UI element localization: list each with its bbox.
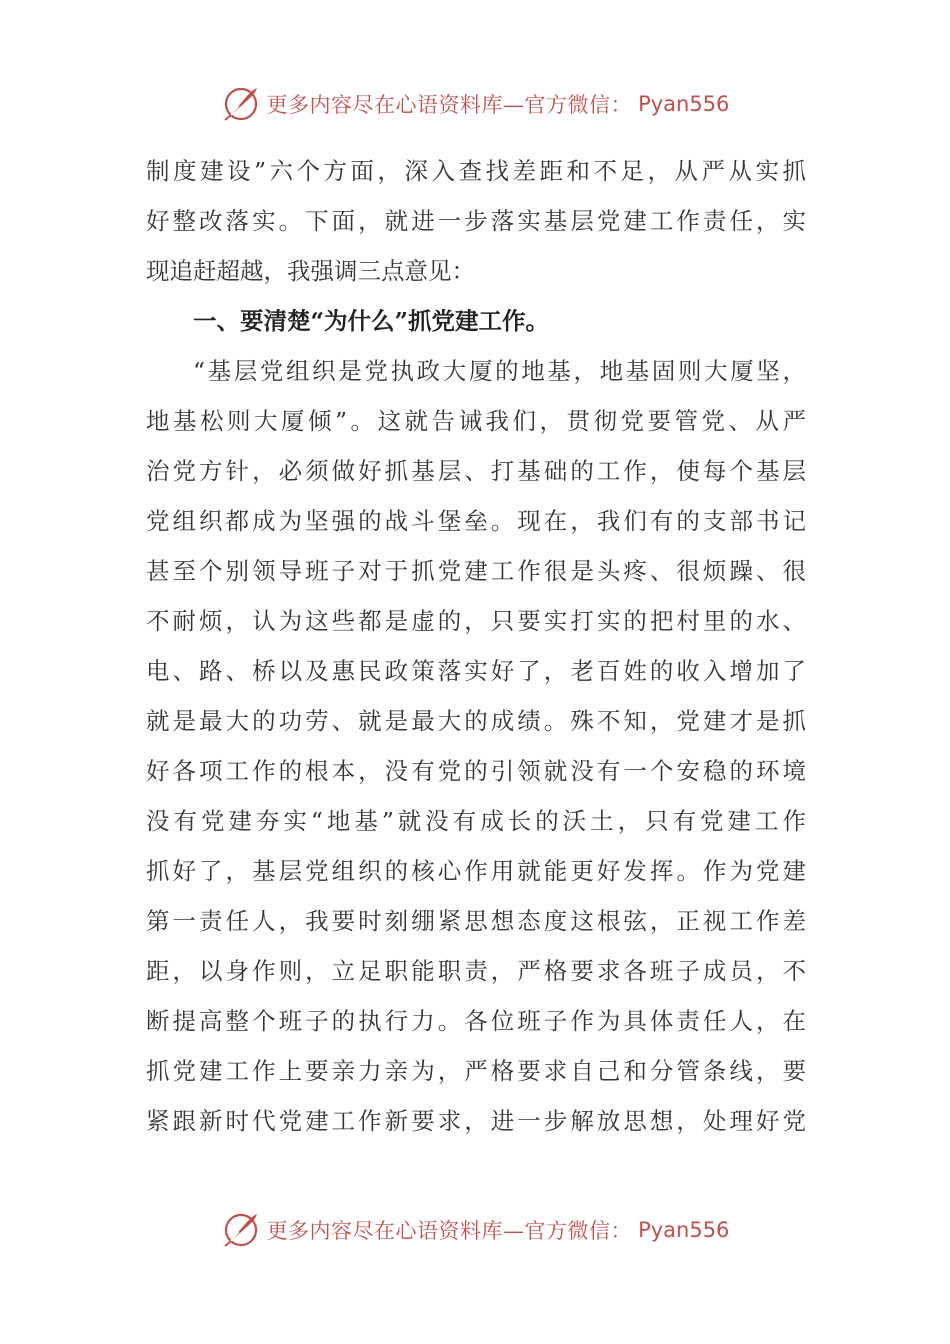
paragraph-line: 甚至个别领导班子对于抓党建工作很是头疼、很烦躁、很 (146, 557, 806, 585)
paragraph-line: 抓党建工作上要亲力亲为，严格要求自己和分管条线，要 (146, 1057, 806, 1085)
banner-text: 更多内容尽在心语资料库—官方微信： (266, 93, 633, 117)
paragraph-line: 地基松则大厦倾”。这就告诫我们，贯彻党要管党、从严 (146, 407, 806, 435)
header-banner (0, 84, 950, 124)
paragraph-line: 没有党建夯实“地基”就没有成长的沃土，只有党建工作 (146, 807, 806, 835)
quill-pen-logo-icon (221, 84, 261, 124)
paragraph-line: 抓好了，基层党组织的核心作用就能更好发挥。作为党建 (146, 857, 806, 885)
footer-banner (0, 1210, 950, 1250)
paragraph-line: 好各项工作的根本，没有党的引领就没有一个安稳的环境 (146, 757, 806, 785)
paragraph-line: 治党方针，必须做好抓基层、打基础的工作，使每个基层 (146, 457, 806, 485)
wechat-id: Pyan556 (638, 92, 730, 116)
wechat-id: Pyan556 (638, 1218, 730, 1242)
paragraph-line: “基层党组织是党执政大厦的地基，地基固则大厦坚， (193, 357, 806, 385)
section-heading: 一、要清楚“为什么”抓党建工作。 (193, 307, 550, 335)
paragraph-line: 电、路、桥以及惠民政策落实好了，老百姓的收入增加了 (146, 657, 806, 685)
document-body (146, 146, 806, 1146)
paragraph-line: 不耐烦，认为这些都是虚的，只要实打实的把村里的水、 (146, 607, 806, 635)
paragraph-line: 断提高整个班子的执行力。各位班子作为具体责任人，在 (146, 1007, 806, 1035)
body-line: 好整改落实。下面，就进一步落实基层党建工作责任，实 (146, 207, 806, 235)
paragraph-line: 党组织都成为坚强的战斗堡垒。现在，我们有的支部书记 (146, 507, 806, 535)
body-line: 现追赶超越，我强调三点意见： (146, 257, 475, 285)
banner-text: 更多内容尽在心语资料库—官方微信： (266, 1219, 633, 1243)
paragraph-line: 就是最大的功劳、就是最大的成绩。殊不知，党建才是抓 (146, 707, 806, 735)
paragraph-line: 第一责任人，我要时刻绷紧思想态度这根弦，正视工作差 (146, 907, 806, 935)
paragraph-line: 距，以身作则，立足职能职责，严格要求各班子成员，不 (146, 957, 806, 985)
body-line: 制度建设”六个方面，深入查找差距和不足，从严从实抓 (146, 157, 806, 185)
quill-pen-logo-icon (221, 1210, 261, 1250)
paragraph-line: 紧跟新时代党建工作新要求，进一步解放思想，处理好党 (146, 1107, 806, 1135)
